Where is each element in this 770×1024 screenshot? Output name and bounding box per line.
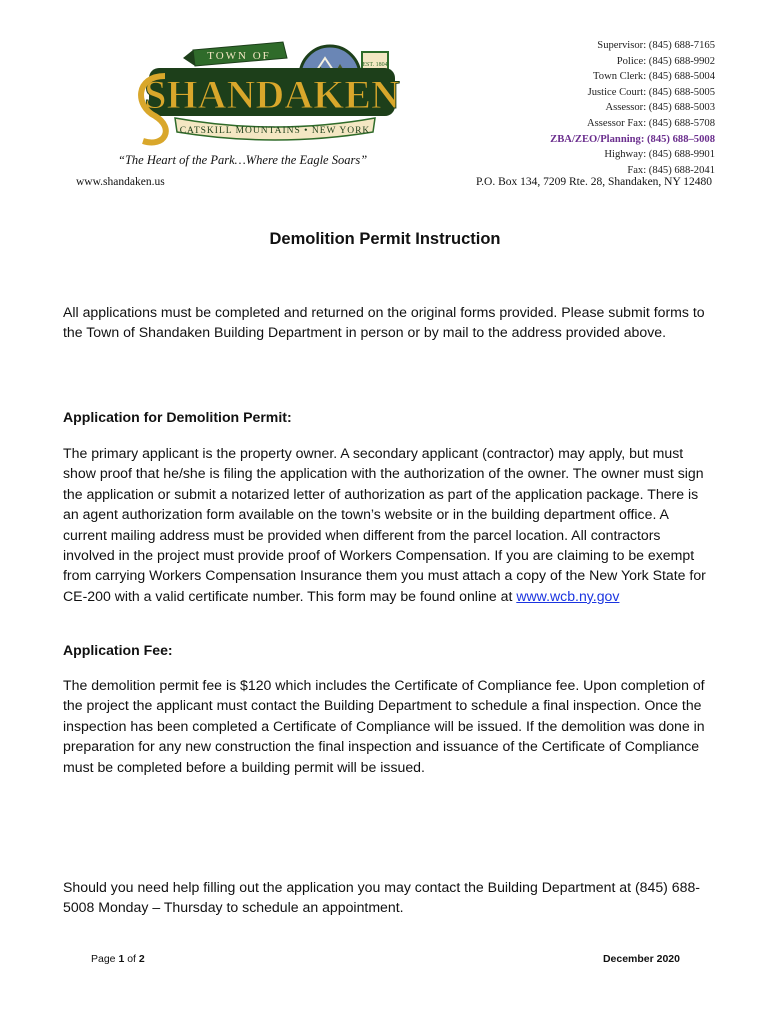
revision-date: December 2020: [602, 953, 680, 965]
page-total: 2: [138, 953, 145, 965]
contact-supervisor: Supervisor: (845) 688-7165: [597, 40, 715, 51]
contact-assessor-fax: Assessor Fax: (845) 688-5708: [587, 117, 715, 129]
mailing-address: P.O. Box 134, 7209 Rte. 28, Shandaken, NY 12480: [476, 176, 712, 188]
contact-list: [550, 38, 715, 178]
section-heading-application: Application for Demolition Permit:: [63, 409, 292, 425]
logo-town-of: TOWN OF: [207, 50, 271, 62]
page-prefix: Page: [91, 953, 119, 965]
contact-justice-court: Justice Court: (845) 688-5005: [587, 86, 715, 98]
document-title: Demolition Permit Instruction: [269, 230, 501, 248]
contact-fax: Fax: (845) 688-2041: [627, 164, 715, 176]
application-paragraph: [63, 443, 713, 606]
contact-town-clerk: Town Clerk: (845) 688-5004: [593, 71, 715, 83]
tagline: “The Heart of the Park…Where the Eagle Soars”: [118, 153, 368, 167]
page-number: [91, 953, 145, 965]
intro-paragraph: All applications must be completed and returned on the original forms provided. Please submit forms to the Town of Shandaken Building Department in person or by mail to the address provided above.: [63, 304, 705, 341]
contact-assessor: Assessor: (845) 688-5003: [605, 102, 715, 114]
application-body: The primary applicant is the property owner. A secondary applicant (contractor) may apply, but must show proof that he/she is filing the application with the authorization of the owner. The owner must sign the application or submit a notarized letter of authorization as part of the application package. There is an agent authorization form available on the town’s website or in the building department office. A current mailing address must be provided when different from the parcel location. All contractors involved in the project must provide proof of Workers Compensation. If you are claiming to be exempt from carrying Workers Compensation Insurance them you must attach a copy of the New York State for CE-200 with a valid certificate number. This form may be found online at: [63, 445, 706, 604]
help-paragraph: Should you need help filling out the application you may contact the Building Department at (845) 688-5008 Monday – Thursday to schedule an appointment.: [63, 879, 700, 916]
page-of: of: [124, 953, 139, 965]
website-link[interactable]: www.shandaken.us: [76, 176, 165, 188]
logo-est: EST. 1804: [362, 62, 388, 68]
wcb-link[interactable]: www.wcb.ny.gov: [516, 587, 620, 604]
page-current: 1: [118, 953, 125, 965]
logo-subtitle: CATSKILL MOUNTAINS • NEW YORK: [179, 126, 371, 136]
contact-highway: Highway: (845) 688-9901: [604, 149, 715, 161]
section-heading-fee: Application Fee:: [63, 642, 173, 658]
contact-zba-zeo-planning: ZBA/ZEO/Planning: (845) 688–5008: [550, 133, 715, 145]
logo-name: SHANDAKEN: [144, 72, 400, 117]
contact-police: Police: (845) 688-9902: [616, 55, 715, 67]
town-logo: [135, 36, 403, 154]
fee-paragraph: The demolition permit fee is $120 which includes the Certificate of Compliance fee. Upon completion of the project the applicant must contact the Building Department to schedule a final inspection. Once the inspection has been completed a Certificate of Compliance will be issued. If the demolition was done in preparation for any new construction the final inspection and issuance of the Certificate of Compliance must be completed before a building permit will be issued.: [63, 677, 705, 775]
